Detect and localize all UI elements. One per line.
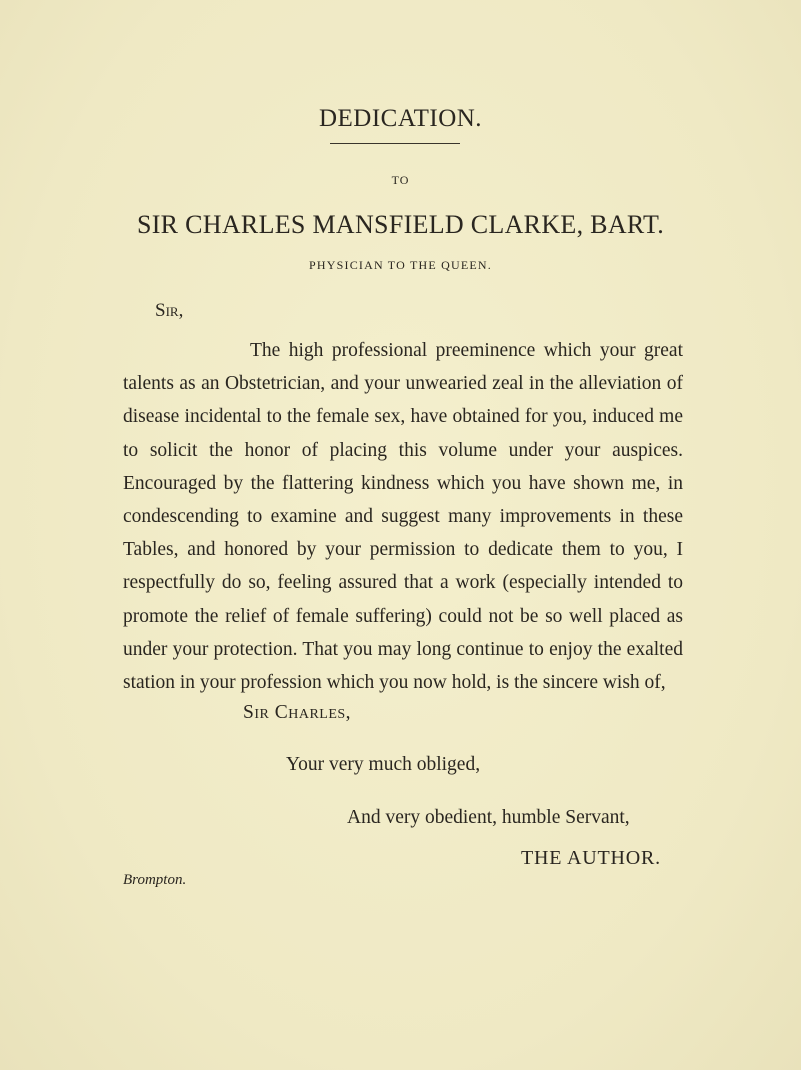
to-line: TO — [391, 173, 410, 187]
author-signature: THE AUTHOR. — [521, 847, 661, 869]
dedication-body: The high professional preeminence which your great talents as an Obstetrician, and your unwearied zeal in the alleviation of disease incidental to the female sex, have obtained for you, induced me to solicit the honor of placing this volume under your auspices. Encouraged by the flattering kindness which you have shown me, in condescending to examine and suggest many improvements in these Tables, and honored by your permission to dedicate them to you, I respectfully do so, feeling assured that a work (especially intended to promote the relief of female suffering) could not be so well placed as under your protection. That you may long continue to enjoy the exalted station in your profession which you now hold, is the sincere wish of, — [123, 340, 683, 694]
recipient-title: PHYSICIAN TO THE QUEEN. — [309, 258, 492, 272]
closing-address: Sir Charles, — [243, 702, 352, 723]
recipient-name: SIR CHARLES MANSFIELD CLARKE, BART. — [136, 210, 665, 239]
closing-obliged: Your very much obliged, — [286, 754, 481, 775]
salutation: Sir, — [155, 300, 184, 321]
closing-servant: And very obedient, humble Servant, — [347, 807, 630, 828]
place-name: Brompton. — [123, 872, 187, 888]
page-heading: DEDICATION. — [318, 105, 483, 132]
heading-rule — [330, 143, 460, 144]
